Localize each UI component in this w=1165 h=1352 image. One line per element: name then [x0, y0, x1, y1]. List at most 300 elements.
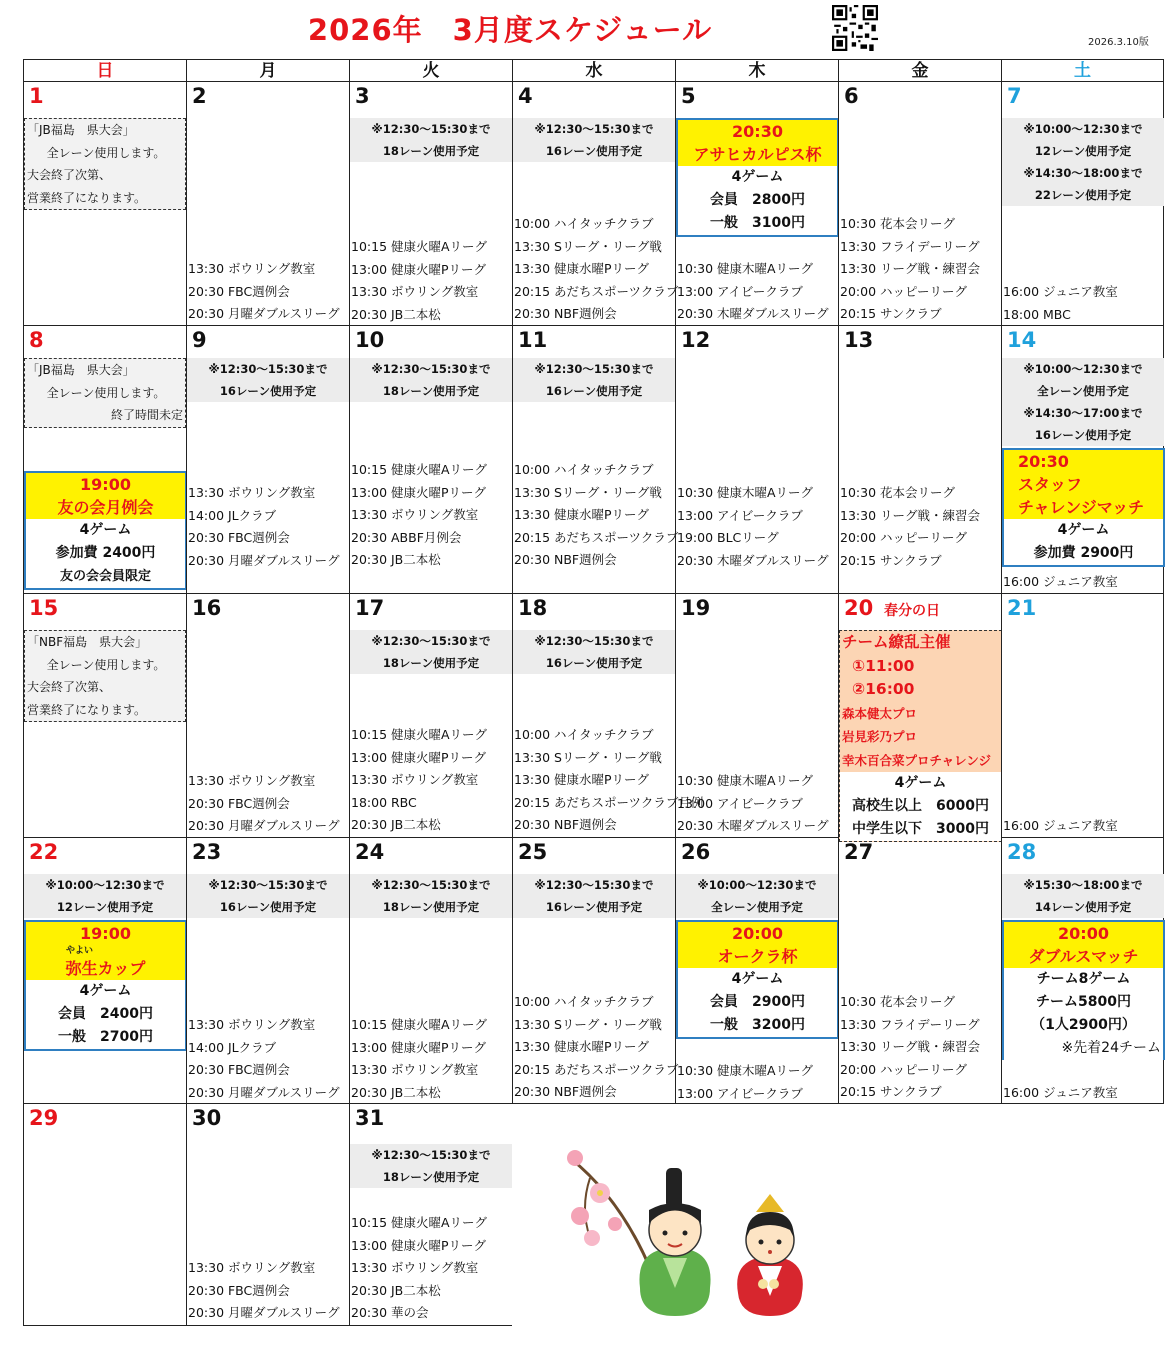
lane-reservation-notice [350, 630, 512, 674]
day-cell-8[interactable] [23, 326, 186, 594]
tournament-notice-line: 「NBF福島 県大会」 [27, 635, 148, 649]
schedule-list [514, 991, 678, 1104]
schedule-item: 13:30 ボウリング教室 [351, 1260, 479, 1275]
schedule-item: 18:00 RBC [351, 794, 417, 810]
schedule-item: 10:00 ハイタッチクラブ [514, 216, 654, 231]
schedule-item: 10:30 花本会リーグ [840, 485, 955, 500]
lane-reservation-line: 全レーン使用予定 [1037, 384, 1129, 398]
schedule-item: 20:30 木曜ダブルスリーグ [677, 306, 829, 321]
event-detail-line: チーム5800円 [1036, 994, 1131, 1010]
schedule-item: 20:30 JB二本松 [351, 817, 441, 832]
tournament-notice-line: 「JB福島 県大会」 [27, 363, 135, 377]
schedule-item: 20:15 あだちスポーツクラブ [514, 529, 679, 545]
schedule-item: 13:30 リーグ戦・練習会 [840, 507, 980, 523]
schedule-list [188, 770, 340, 838]
schedule-item: 13:30 ボウリング教室 [188, 261, 316, 276]
day-cell-1[interactable] [23, 82, 186, 326]
schedule-item: 13:30 Sリーグ・リーグ戦 [514, 1016, 662, 1032]
lane-reservation-line: 16レーン使用予定 [219, 384, 317, 398]
schedule-item: 13:00 アイビークラブ [677, 795, 803, 811]
schedule-list [677, 482, 829, 572]
day-cell-4[interactable] [512, 82, 679, 326]
schedule-item: 16:00 ジュニア教室 [1003, 1085, 1118, 1100]
tournament-notice-line: 大会終了次第、 [27, 168, 112, 182]
lane-reservation-notice [513, 874, 675, 918]
lane-reservation-line: 18レーン使用予定 [382, 1170, 480, 1184]
day-number: 4 [518, 84, 533, 108]
day-number: 16 [192, 596, 222, 620]
lane-reservation-notice [1002, 874, 1164, 918]
schedule-list [840, 482, 980, 572]
day-cell-12[interactable] [675, 326, 838, 594]
day-number: 12 [681, 328, 711, 352]
day-cell-31[interactable] [349, 1104, 512, 1326]
tournament-notice-line: 営業終了になります。 [27, 702, 147, 717]
schedule-item: 20:30 月曜ダブルスリーグ [188, 1084, 340, 1100]
schedule-list [1003, 281, 1118, 326]
day-number: 1 [29, 84, 44, 108]
schedule-item: 10:30 花本会リーグ [840, 216, 955, 231]
tournament-notice-line: 全レーン使用します。 [46, 145, 166, 160]
schedule-item: 20:30 FBC週例会 [188, 530, 290, 545]
special-detail-line: 高校生以上 6000円 [840, 795, 1001, 818]
event-detail-line: ※先着24チーム [1061, 1040, 1161, 1056]
lane-reservation-notice [1002, 358, 1164, 446]
schedule-item: 20:30 JB二本松 [351, 1282, 441, 1298]
event-detail-line: 4ゲーム [731, 971, 784, 987]
day-cell-21[interactable] [1001, 594, 1164, 838]
schedule-item: 13:30 フライデーリーグ [840, 1016, 980, 1032]
schedule-item: 13:30 ボウリング教室 [351, 284, 479, 299]
event-header-line: 20:30 [1004, 450, 1163, 473]
lane-reservation-notice [24, 874, 186, 918]
tournament-notice [24, 630, 186, 722]
schedule-item: 10:15 健康火曜Aリーグ [351, 239, 488, 254]
schedule-item: 20:30 FBC週例会 [188, 795, 290, 811]
lane-reservation-line: ※12:30～15:30まで [534, 122, 654, 136]
day-cell-11[interactable] [512, 326, 679, 594]
schedule-item: 13:30 健康水曜Pリーグ [514, 261, 650, 276]
day-number: 29 [29, 1106, 59, 1130]
lane-reservation-line: 12レーン使用予定 [56, 900, 154, 914]
schedule-item: 20:30 FBC週例会 [188, 1062, 290, 1077]
schedule-item: 13:30 ボウリング教室 [188, 1017, 316, 1032]
lane-reservation-line: ※12:30～15:30まで [534, 878, 654, 892]
schedule-item: 20:15 サンクラブ [840, 1084, 942, 1099]
lane-reservation-notice [676, 874, 838, 918]
lane-reservation-line: 18レーン使用予定 [382, 900, 480, 914]
schedule-item: 20:00 ハッピーリーグ [840, 1061, 967, 1077]
schedule-item: 13:00 アイビークラブ [677, 1085, 803, 1101]
schedule-item: 10:15 健康火曜Aリーグ [351, 1017, 488, 1032]
weekday-tue: 火 [349, 59, 512, 82]
schedule-list [514, 213, 678, 326]
weekday-sun: 日 [23, 59, 186, 82]
day-number: 31 [355, 1106, 385, 1130]
schedule-item: 20:15 あだちスポーツクラブ [514, 1061, 679, 1077]
lane-reservation-line: 22レーン使用予定 [1034, 188, 1132, 202]
day-number: 21 [1007, 596, 1037, 620]
day-cell-15[interactable] [23, 594, 186, 838]
event-box[interactable] [24, 471, 187, 590]
lane-reservation-notice [513, 358, 675, 402]
day-number: 26 [681, 840, 711, 864]
schedule-list [514, 459, 678, 572]
lane-reservation-line: 12レーン使用予定 [1034, 144, 1132, 158]
event-detail-line: 会員 2900円 [710, 994, 805, 1010]
event-header-line: 20:00 [1004, 922, 1163, 945]
schedule-item: 10:00 ハイタッチクラブ [514, 462, 654, 477]
schedule-item: 13:30 Sリーグ・リーグ戦 [514, 749, 662, 765]
schedule-item: 10:30 健康木曜Aリーグ [677, 773, 814, 788]
event-detail-line: 4ゲーム [79, 522, 132, 538]
event-detail-line: 4ゲーム [731, 169, 784, 185]
schedule-item: 20:30 NBF週例会 [514, 306, 617, 321]
day-number: 8 [29, 328, 44, 352]
lane-reservation-line: 18レーン使用予定 [382, 144, 480, 158]
schedule-item: 19:00 BLCリーグ [677, 530, 779, 545]
schedule-list [840, 991, 980, 1104]
lane-reservation-line: 16レーン使用予定 [545, 144, 643, 158]
schedule-list [677, 258, 829, 326]
lane-reservation-notice [513, 630, 675, 674]
schedule-item: 20:30 月曜ダブルスリーグ [188, 306, 340, 321]
day-number: 3 [355, 84, 370, 108]
event-header-line: 友の会月例会 [26, 496, 185, 519]
lane-reservation-line: ※12:30～15:30まで [371, 878, 491, 892]
event-header-line: 19:00 [26, 473, 185, 496]
weekday-mon: 月 [186, 59, 349, 82]
schedule-item: 20:30 JB二本松 [351, 552, 441, 567]
day-number: 30 [192, 1106, 222, 1130]
day-number: 5 [681, 84, 696, 108]
day-cell-5[interactable] [675, 82, 838, 326]
special-header-line: 岩見彩乃プロ [842, 729, 918, 744]
schedule-item: 13:00 健康火曜Pリーグ [351, 261, 487, 277]
tournament-notice-line: 全レーン使用します。 [46, 657, 166, 672]
lane-reservation-line: ※14:30～17:00まで [1023, 406, 1143, 420]
day-cell-2[interactable] [186, 82, 349, 326]
day-number: 9 [192, 328, 207, 352]
schedule-list [188, 258, 340, 326]
schedule-list [351, 236, 487, 326]
schedule-item: 10:00 ハイタッチクラブ [514, 727, 654, 742]
lane-reservation-notice [350, 1144, 512, 1188]
schedule-list [351, 724, 487, 837]
day-cell-10[interactable] [349, 326, 512, 594]
lane-reservation-line: ※12:30～15:30まで [371, 634, 491, 648]
tournament-notice-line: 大会終了次第、 [27, 680, 112, 694]
lane-reservation-line: ※12:30～15:30まで [208, 878, 328, 892]
day-number: 24 [355, 840, 385, 864]
event-box[interactable] [24, 920, 187, 1051]
event-box[interactable] [1002, 448, 1165, 567]
schedule-item: 13:00 アイビークラブ [677, 283, 803, 299]
day-cell-26[interactable] [675, 838, 838, 1104]
day-cell-24[interactable] [349, 838, 512, 1104]
schedule-item: 14:00 JLクラブ [188, 507, 277, 523]
schedule-item: 10:15 健康火曜Aリーグ [351, 727, 488, 742]
schedule-item: 10:15 健康火曜Aリーグ [351, 1215, 488, 1230]
schedule-list [188, 1014, 340, 1104]
day-number: 17 [355, 596, 385, 620]
day-cell-29[interactable] [23, 1104, 186, 1326]
lane-reservation-line: ※15:30～18:00まで [1023, 878, 1143, 892]
schedule-list [351, 1212, 487, 1325]
schedule-title: 2026年 3月度スケジュール [307, 13, 713, 47]
lane-reservation-notice [350, 358, 512, 402]
tournament-notice-line: 全レーン使用します。 [46, 385, 166, 400]
lane-reservation-line: ※12:30～15:30まで [371, 362, 491, 376]
event-detail-line: 一般 2700円 [58, 1029, 153, 1045]
event-header-line: チャレンジマッチ [1004, 496, 1163, 519]
schedule-item: 16:00 ジュニア教室 [1003, 818, 1118, 833]
day-cell-22[interactable] [23, 838, 186, 1104]
hina-dolls-illustration [560, 1138, 830, 1318]
day-cell-14[interactable] [1001, 326, 1164, 594]
lane-reservation-notice [350, 874, 512, 918]
schedule-item: 13:00 健康火曜Pリーグ [351, 1237, 487, 1253]
pro-challenge-event[interactable] [839, 630, 1002, 842]
special-header-line: チーム繚乱主催 [842, 633, 951, 651]
event-box[interactable] [1002, 920, 1165, 1060]
day-cell-28[interactable] [1001, 838, 1164, 1104]
day-number: 28 [1007, 840, 1037, 864]
day-number: 18 [518, 596, 548, 620]
day-cell-9[interactable] [186, 326, 349, 594]
day-number: 6 [844, 84, 859, 108]
day-cell-25[interactable] [512, 838, 679, 1104]
lane-reservation-line: 18レーン使用予定 [382, 384, 480, 398]
schedule-list [1003, 571, 1118, 594]
schedule-item: 13:30 ボウリング教室 [188, 1260, 316, 1275]
event-header-line: アサヒカルピス杯 [678, 143, 837, 166]
day-cell-20[interactable] [838, 594, 1001, 838]
schedule-item: 13:00 アイビークラブ [677, 507, 803, 523]
day-number: 7 [1007, 84, 1022, 108]
special-detail-line: 4ゲーム [840, 772, 1001, 795]
lane-reservation-notice [1002, 118, 1164, 206]
day-cell-3[interactable] [349, 82, 512, 326]
lane-reservation-line: 14レーン使用予定 [1034, 900, 1132, 914]
tournament-notice-line: 「JB福島 県大会」 [27, 123, 135, 137]
event-header-line: 弥生カップ [26, 957, 185, 980]
day-cell-13[interactable] [838, 326, 1001, 594]
schedule-list [840, 213, 980, 326]
weekday-sat: 土 [1001, 59, 1164, 82]
schedule-item: 20:00 ハッピーリーグ [840, 530, 967, 545]
schedule-item: 10:30 健康木曜Aリーグ [677, 261, 814, 276]
day-number: 20 [844, 596, 874, 620]
schedule-item: 20:30 JB二本松 [351, 306, 441, 322]
event-header-line: オークラ杯 [678, 945, 837, 968]
lane-reservation-line: 16レーン使用予定 [545, 384, 643, 398]
schedule-item: 20:30 FBC週例会 [188, 283, 290, 299]
schedule-item: 13:00 健康火曜Pリーグ [351, 1039, 487, 1055]
schedule-list [188, 482, 340, 572]
event-detail-line: 会員 2400円 [58, 1006, 153, 1022]
lane-reservation-line: 全レーン使用予定 [711, 900, 803, 914]
day-cell-27[interactable] [838, 838, 1001, 1104]
lane-reservation-notice [350, 118, 512, 162]
schedule-item: 20:30 NBF週例会 [514, 552, 617, 567]
day-cell-19[interactable] [675, 594, 838, 838]
schedule-item: 10:15 健康火曜Aリーグ [351, 462, 488, 477]
event-header-line: 20:00 [678, 922, 837, 945]
schedule-item: 20:30 華の会 [351, 1305, 429, 1320]
lane-reservation-line: ※12:30～15:30まで [534, 634, 654, 648]
schedule-item: 16:00 ジュニア教室 [1003, 574, 1118, 589]
day-cell-6[interactable] [838, 82, 1001, 326]
schedule-item: 20:15 サンクラブ [840, 552, 942, 568]
schedule-item: 13:30 リーグ戦・練習会 [840, 1039, 980, 1054]
schedule-item: 13:30 ボウリング教室 [351, 507, 479, 522]
weekday-wed: 水 [512, 59, 675, 82]
schedule-list [677, 770, 829, 838]
schedule-list [351, 1014, 487, 1104]
event-detail-line: 一般 3100円 [710, 215, 805, 231]
lane-reservation-notice [187, 874, 349, 918]
schedule-list [1003, 1082, 1118, 1105]
schedule-item: 10:30 健康木曜Aリーグ [677, 485, 814, 500]
event-box[interactable] [676, 118, 839, 237]
event-detail-line: （1人2900円） [1031, 1017, 1136, 1033]
schedule-item: 20:30 木曜ダブルスリーグ [677, 818, 829, 833]
schedule-list [1003, 815, 1118, 838]
schedule-item: 20:30 ABBF月例会 [351, 529, 462, 545]
schedule-item: 20:30 月曜ダブルスリーグ [188, 552, 340, 568]
tournament-notice [24, 118, 186, 210]
lane-reservation-line: 16レーン使用予定 [219, 900, 317, 914]
lane-reservation-line: ※10:00～12:30まで [1023, 362, 1143, 376]
day-number: 11 [518, 328, 548, 352]
schedule-item: 13:30 ボウリング教室 [188, 773, 316, 788]
schedule-item: 14:00 JLクラブ [188, 1039, 277, 1055]
schedule-item: 10:30 健康木曜Aリーグ [677, 1063, 814, 1078]
weekday-fri: 金 [838, 59, 1001, 82]
special-detail-line: 中学生以下 3000円 [840, 818, 1001, 841]
lane-reservation-line: 16レーン使用予定 [545, 656, 643, 670]
day-number: 2 [192, 84, 207, 108]
day-number: 19 [681, 596, 711, 620]
schedule-item: 20:30 JB二本松 [351, 1084, 441, 1100]
day-cell-30[interactable] [186, 1104, 349, 1326]
lane-reservation-line: ※10:00～12:30まで [1023, 122, 1143, 136]
day-cell-7[interactable] [1001, 82, 1164, 326]
special-header-line: 幸木百合菜プロチャレンジ [842, 752, 992, 768]
lane-reservation-line: ※12:30～15:30まで [208, 362, 328, 376]
schedule-item: 10:30 花本会リーグ [840, 994, 955, 1009]
event-box[interactable] [676, 920, 839, 1039]
weekday-thu: 木 [675, 59, 838, 82]
day-number: 22 [29, 840, 59, 864]
schedule-item: 20:15 サンクラブ [840, 306, 942, 321]
day-number: 23 [192, 840, 222, 864]
lane-reservation-line: ※12:30～15:30まで [534, 362, 654, 376]
day-number: 15 [29, 596, 59, 620]
tournament-notice [24, 358, 186, 428]
event-header-line: 20:30 [678, 120, 837, 143]
schedule-item: 13:30 健康水曜Pリーグ [514, 1039, 650, 1054]
lane-reservation-line: 16レーン使用予定 [1034, 428, 1132, 442]
schedule-item: 20:30 NBF週例会 [514, 817, 617, 832]
schedule-item: 13:30 フライデーリーグ [840, 238, 980, 254]
event-detail-line: 友の会会員限定 [59, 569, 151, 584]
lane-reservation-line: ※14:30～18:00まで [1023, 166, 1143, 180]
qr-code-icon[interactable] [832, 5, 878, 51]
lane-reservation-notice [187, 358, 349, 402]
special-header-line: ①11:00 [852, 656, 915, 675]
schedule-item: 13:30 ボウリング教室 [351, 1062, 479, 1077]
schedule-item: 18:00 MBC [1003, 306, 1071, 322]
schedule-item: 20:30 木曜ダブルスリーグ [677, 552, 829, 568]
schedule-item: 20:30 NBF週例会 [514, 1084, 617, 1099]
schedule-list [677, 1060, 813, 1105]
lane-reservation-line: ※12:30～15:30まで [371, 122, 491, 136]
lane-reservation-line: 18レーン使用予定 [382, 656, 480, 670]
schedule-item: 20:30 月曜ダブルスリーグ [188, 1305, 340, 1320]
schedule-list [188, 1257, 340, 1325]
event-detail-line: 4ゲーム [1057, 522, 1110, 538]
lane-reservation-line: ※12:30～15:30まで [371, 1148, 491, 1162]
schedule-item: 13:30 健康水曜Pリーグ [514, 507, 650, 522]
day-cell-16[interactable] [186, 594, 349, 838]
lane-reservation-line: ※10:00～12:30まで [697, 878, 817, 892]
event-detail-line: チーム8ゲーム [1036, 971, 1131, 987]
schedule-item: 13:30 Sリーグ・リーグ戦 [514, 238, 662, 254]
day-number: 14 [1007, 328, 1037, 352]
schedule-item: 13:30 ボウリング教室 [351, 772, 479, 787]
schedule-item: 13:30 ボウリング教室 [188, 485, 316, 500]
day-cell-17[interactable] [349, 594, 512, 838]
lane-reservation-line: 16レーン使用予定 [545, 900, 643, 914]
version-label: 2026.3.10版 [1088, 37, 1149, 48]
special-header-line: ②16:00 [852, 680, 915, 698]
lane-reservation-line: ※10:00～12:30まで [45, 878, 165, 892]
event-header-line: スタッフ [1004, 473, 1163, 496]
schedule-item: 13:30 健康水曜Pリーグ [514, 772, 650, 787]
holiday-label: 春分の日 [884, 603, 940, 619]
day-number: 10 [355, 328, 385, 352]
schedule-item: 20:15 あだちスポーツクラブ [514, 283, 679, 299]
day-number: 25 [518, 840, 548, 864]
schedule-item: 13:30 Sリーグ・リーグ戦 [514, 484, 662, 500]
day-cell-23[interactable] [186, 838, 349, 1104]
special-header-line: 森本健太プロ [842, 705, 918, 721]
tournament-notice-line: 営業終了になります。 [27, 190, 147, 205]
schedule-item: 20:30 FBC週例会 [188, 1282, 290, 1298]
tournament-notice-line: 終了時間未定 [110, 408, 183, 422]
calendar-grid [23, 59, 1165, 1327]
schedule-item: 20:15 あだちスポーツクラブ月例 [514, 794, 704, 810]
schedule-item: 13:00 健康火曜Pリーグ [351, 749, 487, 765]
event-detail-line: 一般 3200円 [710, 1017, 805, 1033]
schedule-item: 16:00 ジュニア教室 [1003, 284, 1118, 299]
schedule-item: 13:00 健康火曜Pリーグ [351, 484, 487, 500]
schedule-item: 20:00 ハッピーリーグ [840, 283, 967, 299]
event-detail-line: 参加費 2400円 [55, 545, 156, 561]
event-header-line: やよい [26, 945, 185, 957]
event-header-line: ダブルスマッチ [1004, 945, 1163, 968]
event-detail-line: 会員 2800円 [710, 192, 805, 208]
schedule-list [351, 459, 487, 572]
event-header-line: 19:00 [26, 922, 185, 945]
schedule-item: 20:30 月曜ダブルスリーグ [188, 818, 340, 833]
schedule-item: 13:30 リーグ戦・練習会 [840, 261, 980, 276]
day-number: 13 [844, 328, 874, 352]
day-number: 27 [844, 840, 874, 864]
schedule-item: 10:00 ハイタッチクラブ [514, 994, 654, 1009]
